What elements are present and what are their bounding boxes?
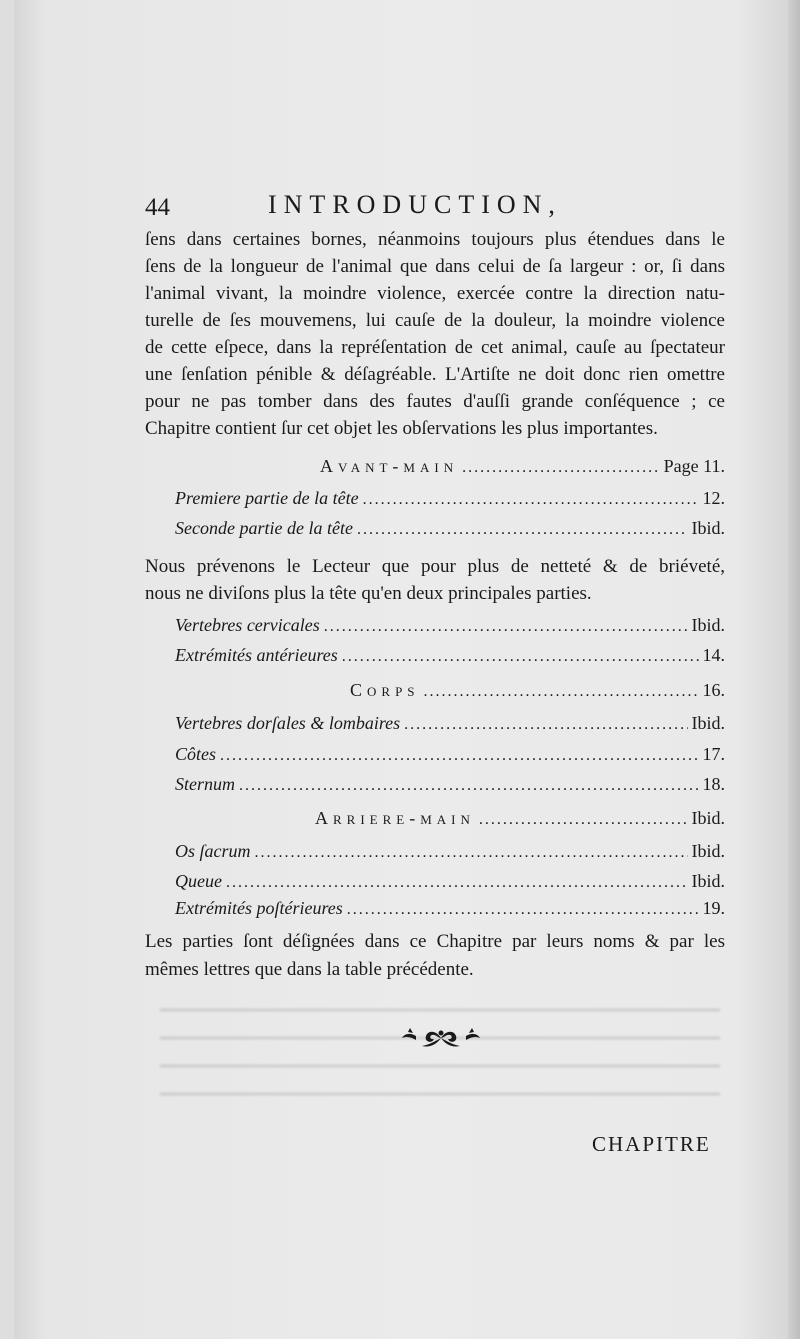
entry-name: Côtes — [175, 744, 217, 764]
section-corps — [145, 680, 725, 706]
entry-name: Vertebres dorſales & lombaires — [175, 713, 401, 733]
toc-entry — [175, 488, 725, 514]
entry-name: Premiere partie de la tête — [175, 488, 359, 508]
entry-name: Os ſacrum — [175, 841, 251, 861]
text-line: l'animal vivant, la moindre violence, exercée contre la direction natu- — [145, 283, 725, 304]
catchword: CHAPITRE — [592, 1132, 711, 1156]
toc-entry — [175, 744, 725, 770]
page-edge-shadow — [788, 0, 800, 1339]
dot-leader — [220, 747, 698, 765]
page-number: 44 — [145, 194, 170, 221]
text-line: mêmes lettres que dans la table précédente. — [145, 959, 474, 980]
section-page: Page 11. — [663, 456, 725, 476]
text-line: Les parties ſont déſignées dans ce Chapitre par leurs noms & par les — [145, 931, 725, 952]
text-line: Nous prévenons le Lecteur que pour plus de netteté & de briéveté, — [145, 556, 725, 577]
section-arriere-main — [145, 808, 725, 834]
section-name: Avant-main — [320, 456, 459, 476]
toc-entry — [175, 518, 725, 544]
section-name: Arriere-main — [315, 808, 475, 828]
entry-name: Extrémités antérieures — [175, 645, 338, 665]
dot-leader — [404, 716, 687, 734]
show-through-text — [160, 990, 720, 1120]
entry-page: Ibid. — [691, 615, 725, 635]
entry-page: 14. — [702, 645, 725, 665]
entry-page: 12. — [702, 488, 725, 508]
dot-leader — [479, 811, 688, 829]
text-line: une ſenſation pénible & déſagréable. L'Artiſte ne doit donc rien omettre — [145, 364, 725, 385]
dot-leader — [239, 777, 699, 795]
text-line: ſens dans certaines bornes, néanmoins toujours plus étendues dans le — [145, 229, 725, 250]
entry-page: Ibid. — [691, 518, 725, 538]
toc-entry — [175, 713, 725, 739]
text-line: turelle de ſes mouvemens, lui cauſe de la douleur, la moindre violence — [145, 310, 725, 331]
entry-name: Vertebres cervicales — [175, 615, 320, 635]
entry-name: Seconde partie de la tête — [175, 518, 353, 538]
dot-leader — [424, 683, 699, 701]
entry-page: 17. — [702, 744, 725, 764]
text-line: nous ne diviſons plus la tête qu'en deux principales parties. — [145, 583, 592, 604]
dot-leader — [255, 844, 688, 862]
text-line: pour ne pas tomber dans des fautes d'auſſi grande conſéquence ; ce — [145, 391, 725, 412]
section-page: Ibid. — [691, 808, 725, 828]
dot-leader — [324, 618, 688, 636]
section-page: 16. — [702, 680, 725, 700]
section-name: Corps — [350, 680, 420, 700]
entry-page: Ibid. — [691, 841, 725, 861]
entry-name: Queue — [175, 871, 222, 891]
entry-name: Sternum — [175, 774, 235, 794]
running-head: INTRODUCTION, — [268, 190, 562, 219]
entry-page: 19. — [702, 898, 725, 918]
dot-leader — [347, 901, 699, 919]
dot-leader — [363, 491, 699, 509]
toc-entry — [175, 898, 725, 924]
entry-page: Ibid. — [691, 713, 725, 733]
note-paragraph — [145, 553, 725, 607]
dot-leader — [342, 648, 699, 666]
toc-entry — [175, 615, 725, 641]
page-header — [145, 190, 725, 230]
toc-entry — [175, 774, 725, 800]
entry-page: Ibid. — [691, 871, 725, 891]
text-line: ſens de la longueur de l'animal que dans celui de ſa largeur : or, ſi dans — [145, 256, 725, 277]
dot-leader — [226, 874, 688, 892]
intro-paragraph — [145, 226, 725, 442]
fleuron-ornament-icon — [396, 1024, 486, 1052]
text-line: Chapitre contient ſur cet objet les obſervations les plus importantes. — [145, 418, 658, 439]
entry-name: Extrémités poſtérieures — [175, 898, 343, 918]
toc-entry — [175, 871, 725, 897]
dot-leader — [357, 521, 688, 539]
closing-paragraph — [145, 928, 725, 984]
text-line: de cette eſpece, dans la repréſentation de cet animal, cauſe au ſpectateur — [145, 337, 725, 358]
section-avant-main — [145, 456, 725, 482]
entry-page: 18. — [702, 774, 725, 794]
toc-entry — [175, 645, 725, 671]
dot-leader — [462, 459, 660, 477]
toc-entry — [175, 841, 725, 867]
